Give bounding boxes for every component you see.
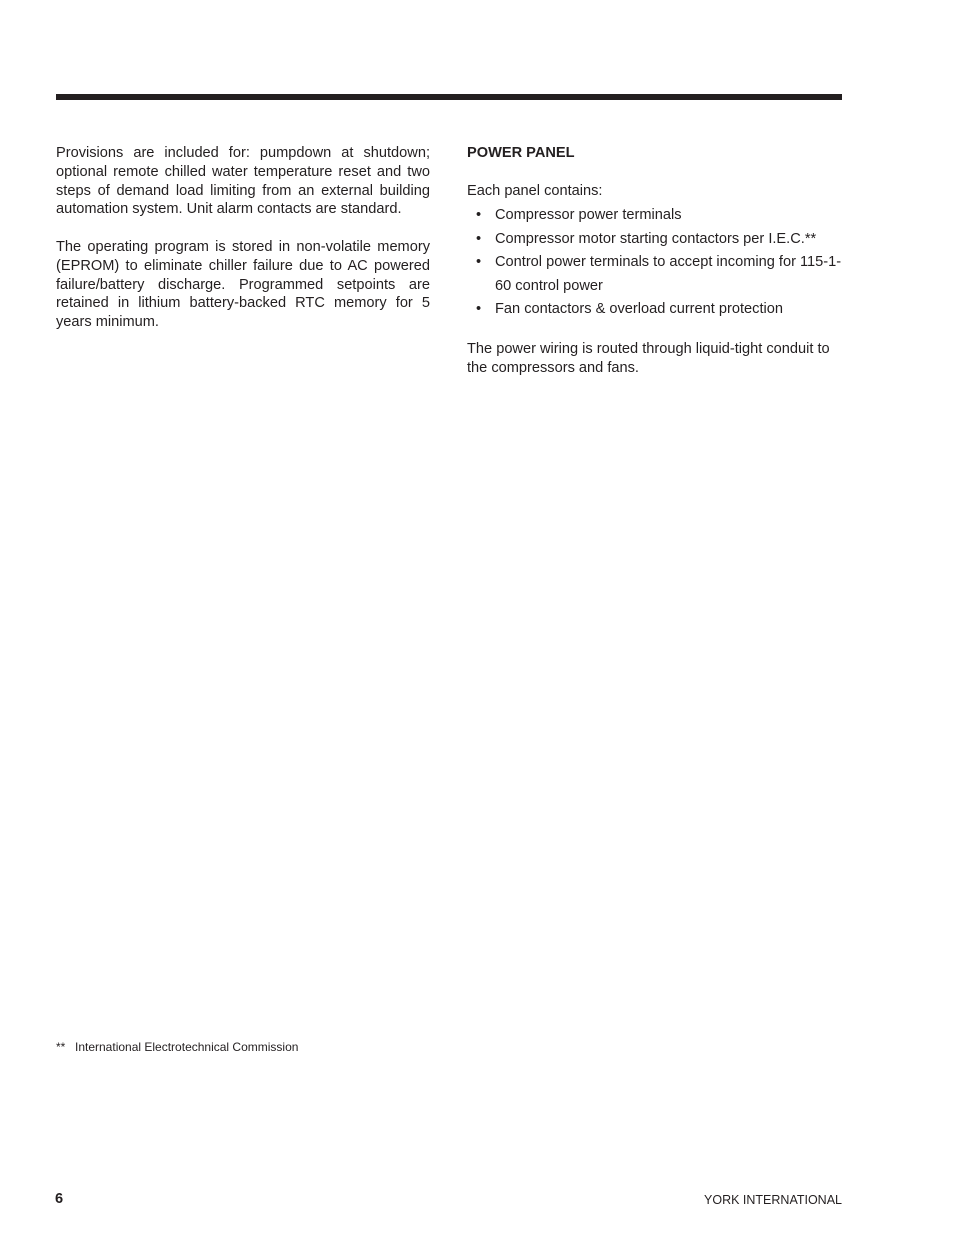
list-item [467, 251, 843, 298]
bullet-icon: • [476, 207, 482, 224]
list-item-text: Compressor power terminals [495, 207, 682, 224]
list-item-text: Control power terminals to accept incoming for 115-1-60 control power [495, 254, 842, 294]
provisions-paragraph: Provisions are included for: pumpdown at shutdown; optional remote chilled water temperature reset and two steps of demand load limiting from an external building automation system. Unit alarm contacts are standard. [56, 145, 430, 218]
footnote-text: International Electrotechnical Commission [75, 1040, 299, 1054]
bullet-icon: • [476, 301, 482, 318]
operating-program-paragraph: The operating program is stored in non-volatile memory (EPROM) to eliminate chiller failure due to AC powered failure/battery discharge. Programmed setpoints are retained in lithium battery-backed RTC memory for 5 years minimum. [56, 238, 430, 331]
footnote-mark: ** [56, 1040, 66, 1054]
footnote [56, 1040, 298, 1055]
bullet-icon: • [476, 254, 482, 271]
power-wiring-paragraph: The power wiring is routed through liquid-tight conduit to the compressors and fans. [467, 341, 830, 377]
power-panel-section [467, 144, 843, 378]
list-item [467, 298, 843, 321]
page-number: 6 [55, 1191, 64, 1207]
list-item-text: Fan contactors & overload current protection [495, 301, 783, 318]
left-column [56, 144, 430, 351]
list-item [467, 228, 843, 251]
power-panel-intro: Each panel contains: [467, 182, 603, 199]
footer-company: YORK INTERNATIONAL [704, 1193, 842, 1207]
list-item [467, 204, 843, 227]
list-item-text: Compressor motor starting contactors per I.E.C.** [495, 230, 817, 247]
power-panel-heading: POWER PANEL [467, 145, 575, 161]
header-rule [56, 94, 842, 100]
bullet-icon: • [476, 230, 482, 247]
power-panel-list [467, 204, 843, 321]
